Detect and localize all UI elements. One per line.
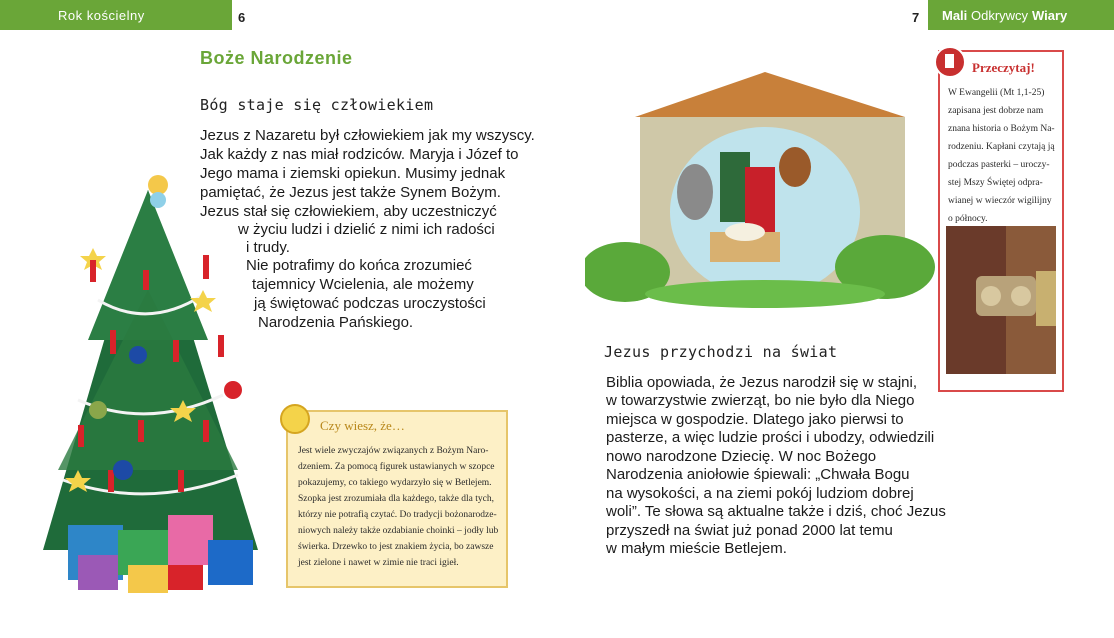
brand-header-bar	[928, 0, 1114, 30]
read-box	[938, 50, 1064, 392]
read-box-line: o północy.	[948, 214, 988, 224]
left-paragraph-line: Jezus stał się człowiekiem, aby uczestniczyć	[200, 203, 497, 220]
section-header-bar	[0, 0, 232, 30]
page-number-right: 7	[912, 10, 920, 25]
left-subheading: Bóg staje się człowiekiem	[200, 96, 434, 114]
brand-word-3: Wiary	[1032, 8, 1068, 23]
left-paragraph-line: Jak każdy z nas miał rodziców. Maryja i Józef to	[200, 146, 519, 163]
page-title: Boże Narodzenie	[200, 48, 353, 68]
read-box-line: znana historia o Bożym Na-	[948, 124, 1055, 134]
christmas-tree-illustration	[18, 170, 280, 600]
did-you-know-line: pokazujemy, co takiego wydarzyło się w Betlejem.	[298, 478, 492, 488]
read-box-line: podczas pasterki – uroczy-	[948, 160, 1050, 170]
right-paragraph-line: Narodzenia aniołowie śpiewali: „Chwała Bogu	[606, 466, 910, 483]
left-paragraph-line: ją świętować podczas uroczystości	[254, 295, 486, 312]
bible-icon	[934, 46, 966, 78]
read-box-title: Przeczytaj!	[972, 60, 1035, 75]
read-box-line: W Ewangelii (Mt 1,1-25)	[948, 88, 1045, 98]
right-paragraph-line: w małym mieście Betlejem.	[606, 540, 787, 557]
did-you-know-line: dzeniem. Za pomocą figurek ustawianych w szopce	[298, 462, 495, 472]
left-paragraph-line: Jezus z Nazaretu był człowiekiem jak my wszyscy.	[200, 127, 535, 144]
nativity-scene-illustration	[585, 72, 935, 312]
right-subheading: Jezus przychodzi na świat	[604, 343, 838, 361]
right-paragraph-line: Biblia opowiada, że Jezus narodził się w stajni,	[606, 374, 917, 391]
left-paragraph-line: i trudy.	[246, 239, 290, 256]
lightbulb-icon	[280, 404, 310, 434]
brand-word-1: Mali	[942, 8, 968, 23]
did-you-know-title: Czy wiesz, że…	[320, 418, 405, 433]
did-you-know-line: niowych należy także ozdabianie choinki – jodły lub	[298, 526, 499, 536]
right-paragraph-line: w towarzystwie zwierząt, bo nie było dla Niego	[606, 392, 915, 409]
did-you-know-line: jest zielone i nawet w zimie nie traci igieł.	[298, 558, 459, 568]
brand-word-2: Odkrywcy	[971, 8, 1029, 23]
right-paragraph-line: na wysokości, a na ziemi pokój ludziom dobrej	[606, 485, 914, 502]
page-number-left: 6	[238, 10, 246, 25]
did-you-know-line: Szopka jest zrozumiała dla każdego, także dla tych,	[298, 494, 494, 504]
read-box-line: wianej w wieczór wigilijny	[948, 196, 1052, 206]
right-paragraph-line: miejsca w gospodzie. Dlatego jako pierwsi to	[606, 411, 904, 428]
did-you-know-box	[286, 410, 508, 588]
left-paragraph-line: Nie potrafimy do końca zrozumieć	[246, 257, 472, 274]
left-paragraph-line: Narodzenia Pańskiego.	[258, 314, 414, 331]
left-paragraph-line: w życiu ludzi i dzielić z nimi ich radości	[238, 221, 495, 238]
right-paragraph-line: przyszedł na świat już ponad 2000 lat temu	[606, 522, 893, 539]
right-paragraph-line: pasterze, a więc ludzie prości i ubodzy, odwiedzili	[606, 429, 935, 446]
read-box-line: stej Mszy Świętej odpra-	[948, 178, 1043, 188]
left-paragraph-line: tajemnicy Wcielenia, ale możemy	[252, 276, 474, 293]
left-paragraph-line: pamiętać, że Jezus jest także Synem Bożym.	[200, 184, 501, 201]
read-box-line: zapisana jest dobrze nam	[948, 106, 1044, 116]
right-paragraph-line: woli”. Te słowa są aktualne także i dziś, choć Jezus	[606, 503, 946, 520]
did-you-know-line: świerka. Drzewko to jest znakiem życia, bo zawsze	[298, 542, 494, 552]
did-you-know-line: Jest wiele zwyczajów związanych z Bożym Naro-	[298, 446, 489, 456]
right-paragraph-line: nowo narodzone Dziecię. W noc Bożego	[606, 448, 877, 465]
did-you-know-line: którzy nie potrafią czytać. Do tradycji bożonarodze-	[298, 510, 497, 520]
section-label: Rok kościelny	[58, 8, 145, 23]
bible-clasp-photo	[946, 226, 1056, 374]
left-paragraph-line: Jego mama i ziemski opiekun. Musimy jednak	[200, 165, 506, 182]
read-box-line: rodzeniu. Kapłani czytają ją	[948, 142, 1055, 152]
